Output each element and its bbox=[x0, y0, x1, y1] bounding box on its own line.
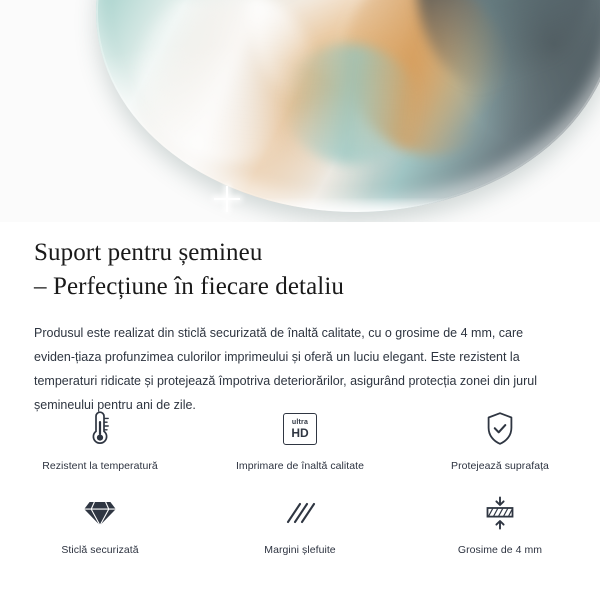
feature-label: Margini șlefuite bbox=[264, 544, 336, 556]
feature-grid bbox=[0, 404, 600, 556]
feature-item-print-quality bbox=[200, 404, 400, 472]
headline-line-1: Suport pentru șemineu bbox=[34, 239, 263, 266]
text-content bbox=[0, 222, 600, 417]
feature-item-temperature bbox=[0, 404, 200, 472]
thickness-icon bbox=[483, 492, 517, 534]
feature-label: Imprimare de înaltă calitate bbox=[235, 460, 365, 472]
feature-item-polished-edges bbox=[200, 488, 400, 556]
diamond-icon bbox=[82, 492, 118, 534]
page-title bbox=[0, 222, 600, 303]
feature-label: Rezistent la temperatură bbox=[42, 460, 158, 472]
feature-item-surface-protection bbox=[400, 404, 600, 472]
feature-item-thickness bbox=[400, 488, 600, 556]
feature-label: Grosime de 4 mm bbox=[457, 544, 543, 556]
ultra-hd-bottom-label: HD bbox=[291, 426, 309, 440]
hero-image bbox=[0, 0, 600, 222]
headline-line-2: – Perfecțiune în fiecare detaliu bbox=[34, 272, 344, 300]
shield-check-icon bbox=[484, 408, 516, 450]
ultra-hd-top-label: ultra bbox=[291, 419, 309, 426]
thermometer-icon bbox=[87, 408, 113, 450]
description-paragraph: Produsul este realizat din sticlă securizată de înaltă calitate, cu o grosime de 4 mm, care eviden-țiaza profunzimea culorilor imprimeului și oferă un luciu elegant. Este rezistent la temperaturi ridicate și protejează împotriva deteriorărilor, asigurând protecția zonei din jurul șemineului pentru ani de zile. bbox=[34, 326, 538, 412]
polished-edges-icon bbox=[283, 492, 317, 534]
feature-item-tempered-glass bbox=[0, 488, 200, 556]
ultra-hd-icon bbox=[283, 408, 317, 450]
feature-label: Protejează suprafața bbox=[451, 460, 549, 472]
feature-label: Sticlă securizată bbox=[61, 544, 139, 556]
